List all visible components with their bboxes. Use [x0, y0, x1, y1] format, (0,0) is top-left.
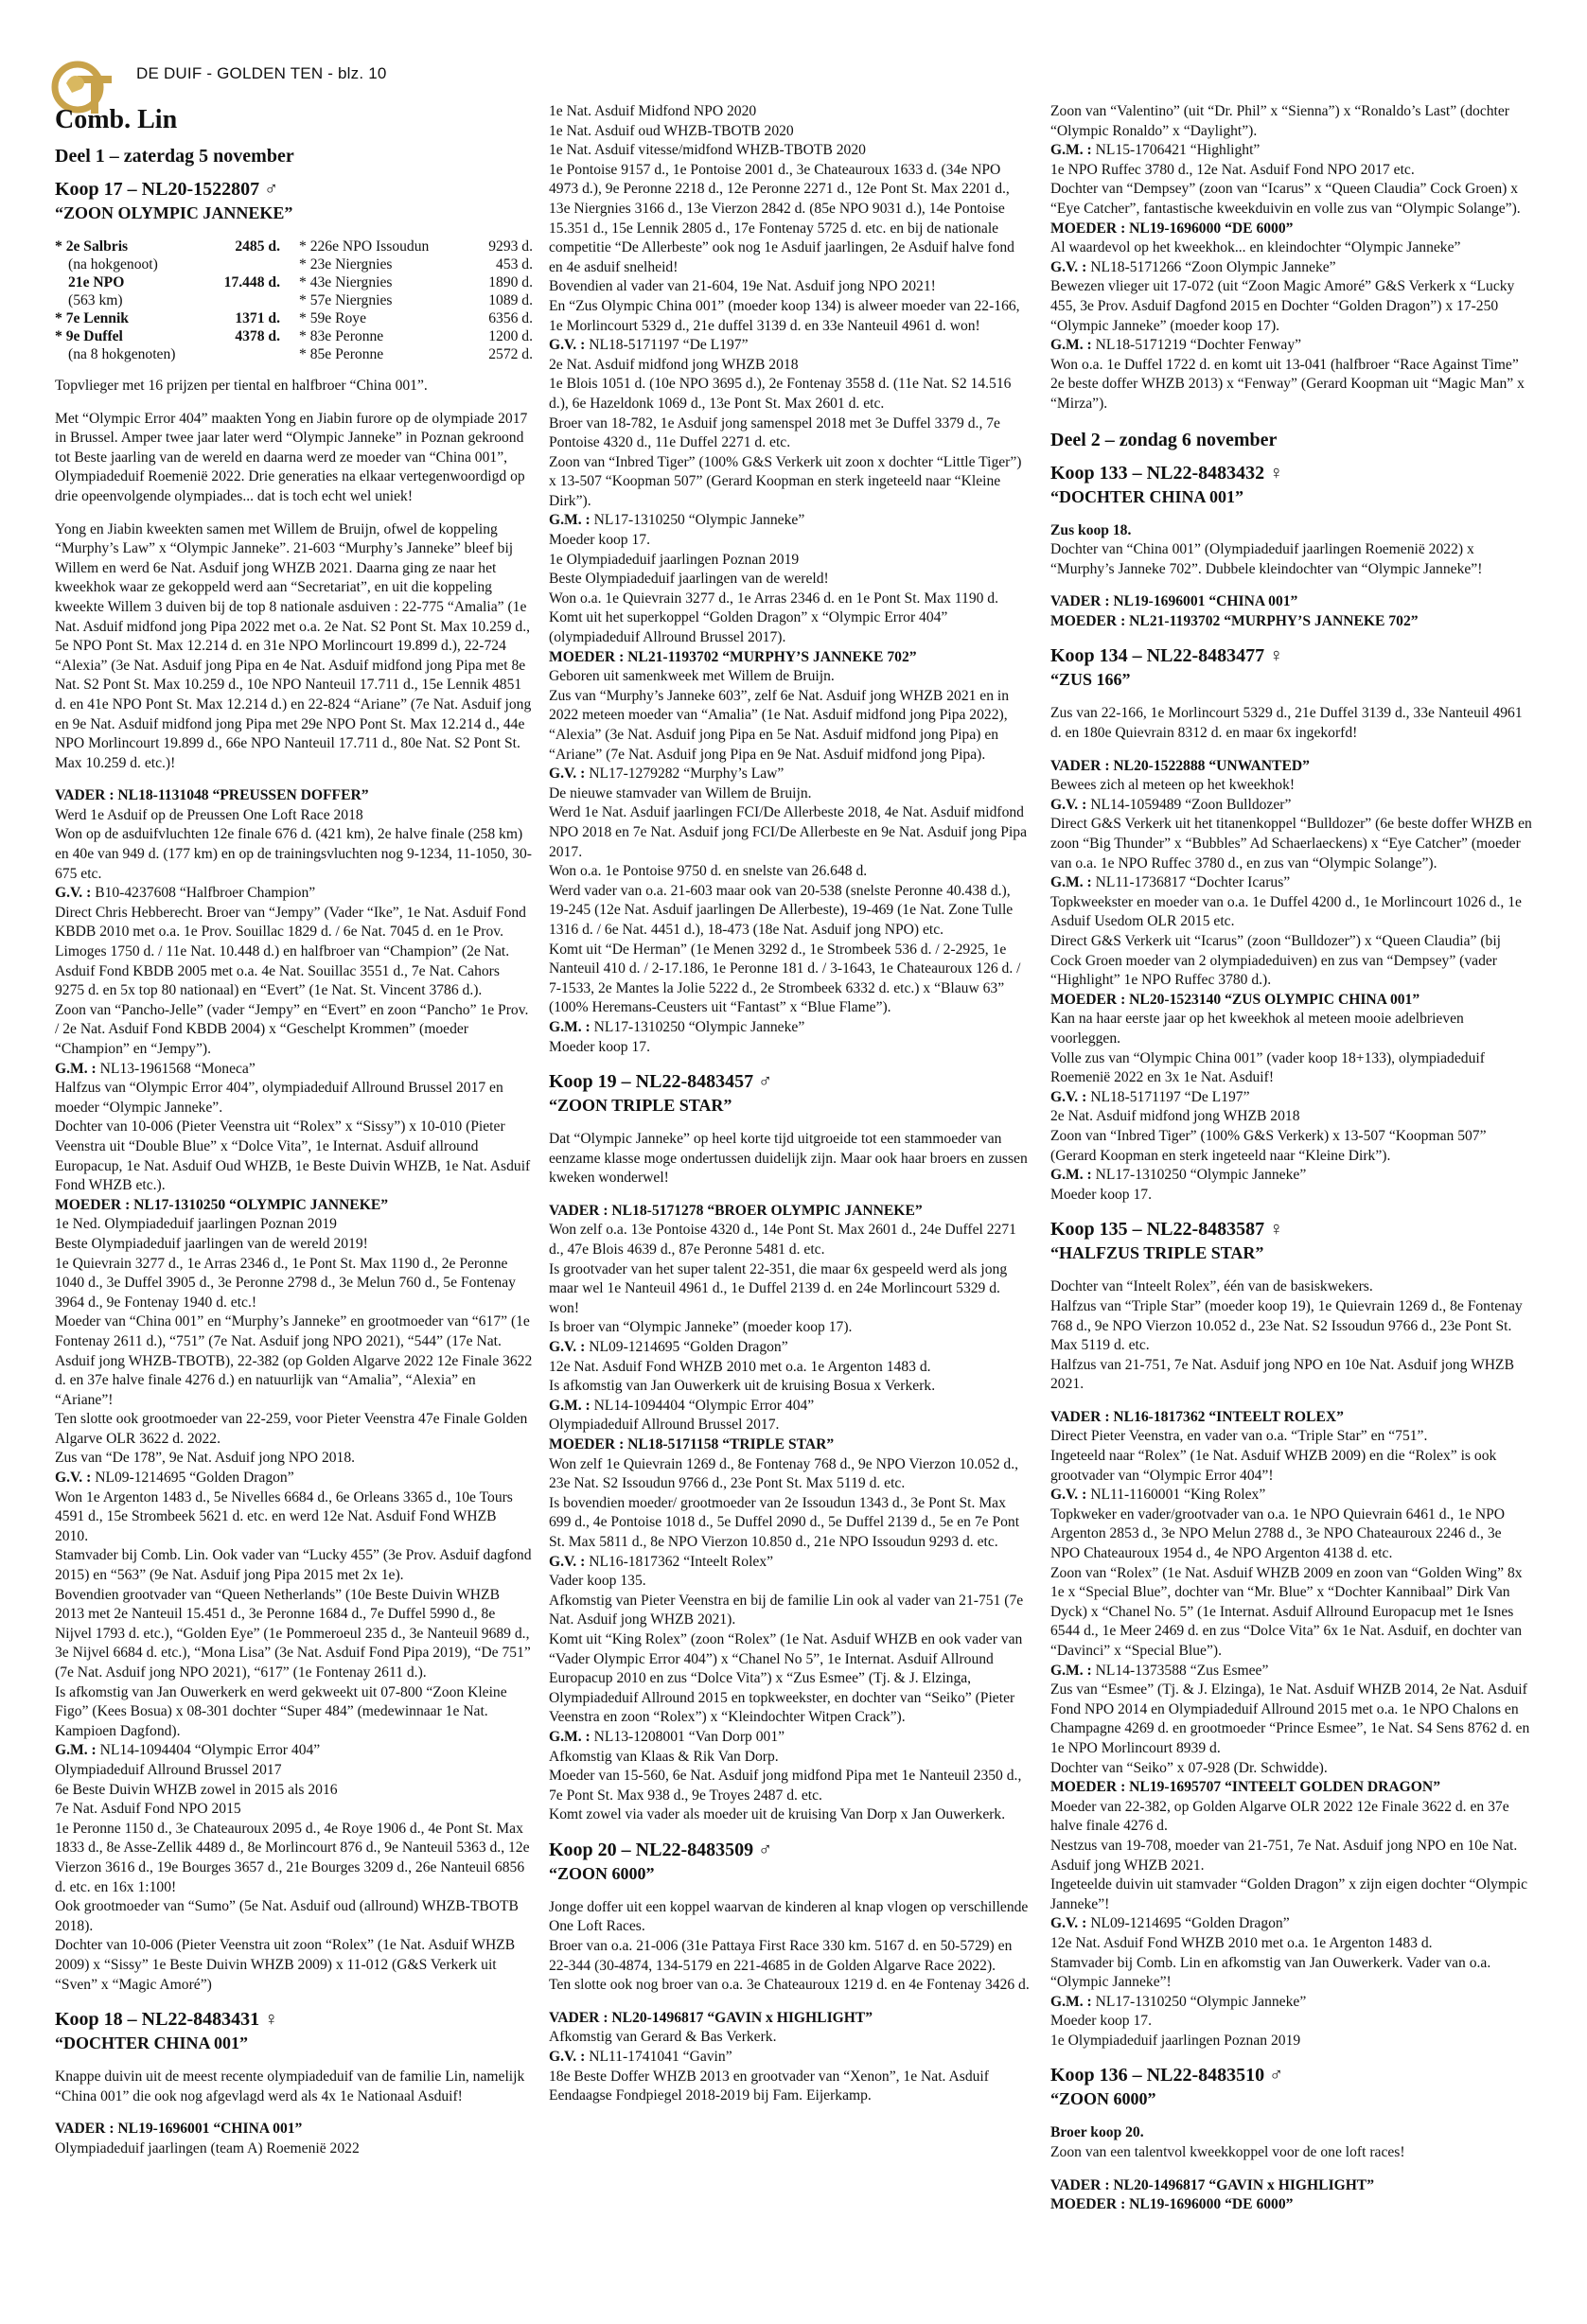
result-label: * 57e Niergnies [299, 292, 393, 308]
paragraph: Broer koop 20. [1050, 2124, 1144, 2141]
grandsire-label: G.V. : [55, 1470, 92, 1487]
lot-subtitle: “ZOON OLYMPIC JANNEKE” [55, 203, 293, 222]
granddam-name: NL18-5171219 “Dochter Fenway” [1095, 337, 1302, 354]
result-value: 1089 d. [488, 292, 533, 308]
paragraph: Knappe duivin uit de meest recente olympiadeduif van de familie Lin, namelijk “China 001” die ook nog afgevlagd werd als 4x 1e Nationaal Asduif! [55, 2069, 525, 2104]
column-1 [55, 104, 533, 2158]
page-title: Comb. Lin [55, 105, 178, 134]
result-label: (na hokgenoot) [68, 256, 158, 273]
result-label: * 226e NPO Issoudun [299, 238, 430, 255]
paragraph: Topvlieger met 16 prijzen per tiental en halfbroer “China 001”. [55, 378, 428, 394]
granddam-label: G.M. : [549, 1018, 591, 1035]
granddam-label: G.M. : [1050, 1993, 1092, 2010]
lot-heading: Koop 20 – NL22-8483509 ♂ [549, 1839, 773, 1860]
paragraph: Geboren uit samenkweek met Willem de Bruijn. Zus van “Murphy’s Janneke 603”, zelf 6e Nat. Asduif jong WHZB 2021 en in 2022 meteen moeder van “Amalia” (1e Nat. Asduif midfond jong Pipa 2022), “Alexia” (3e Nat. Asduif jong Pipa en 5e Nat. Asduif midfond jong Pipa) en “Ariane” (7e Nat. Asduif jong Pipa en 9e Nat. Asduif midfond jong Pipa). [549, 668, 1010, 763]
paragraph: Zus van 22-166, 1e Morlincourt 5329 d., 21e Duffel 3139 d., 33e Nanteuil 4961 d. en 180e Quievrain 8312 d. en maar 6x ingekorfd! [1050, 705, 1523, 742]
paragraph: Olympiadeduif jaarlingen (team A) Roemenië 2022 [55, 2139, 360, 2157]
result-value: 1200 d. [488, 328, 533, 344]
paragraph: Dat “Olympic Janneke” op heel korte tijd uitgroeide tot een stammoeder van eenzame klasse moge ondertussen duidelijk zijn. Maar ook haar broers en zussen kweken wonderwel! [549, 1131, 1028, 1187]
grandsire-name: NL09-1214695 “Golden Dragon” [1090, 1915, 1290, 1932]
paragraph: Zoon van een talentvol kweekkoppel voor de one loft races! [1050, 2144, 1405, 2161]
result-value: 6356 d. [488, 310, 533, 326]
results-table [55, 238, 533, 363]
granddam-label: G.M. : [1050, 337, 1092, 354]
section-heading: Deel 1 – zaterdag 5 november [55, 146, 294, 167]
grandsire-name: NL11-1160001 “King Rolex” [1090, 1487, 1266, 1504]
granddam-name: NL15-1706421 “Highlight” [1095, 142, 1261, 159]
lot-heading: Koop 19 – NL22-8483457 ♂ [549, 1071, 773, 1093]
lot-heading: Koop 135 – NL22-8483587 ♀ [1050, 1219, 1284, 1241]
granddam-label: G.M. : [1050, 1167, 1092, 1184]
grandsire-label: G.V. : [549, 337, 586, 354]
dam-heading: MOEDER : NL20-1523140 “ZUS OLYMPIC CHINA 001” [1050, 991, 1420, 1008]
dam-heading: MOEDER : NL17-1310250 “OLYMPIC JANNEKE” [55, 1196, 389, 1213]
granddam-name: NL17-1310250 “Olympic Janneke” [1095, 1993, 1307, 2010]
result-label: * 23e Niergnies [299, 256, 393, 273]
grandsire-label: G.V. : [549, 1339, 586, 1356]
lot-subtitle: “HALFZUS TRIPLE STAR” [1050, 1243, 1264, 1263]
paragraph: Moeder koop 17. [549, 1038, 650, 1055]
paragraph: Olympiadeduif Allround Brussel 2017 6e Beste Duivin WHZB zowel in 2015 als 2016 7e Nat. Asduif Fond NPO 2015 1e Peronne 1150 d., 3e Chateauroux 2095 d., 4e Roye 1906 d., 4e Pont St. Max 1833 d., 8e Asse-Zellik 4489 d., 8e Morlincourt 876 d., 9e Nanteuil 5363 d., 12e Vierzon 3616 d., 19e Bourges 3657 d., 21e Bourges 3209 d., 26e Nanteuil 6856 d. etc. en 16x 1:100! Ook grootmoeder van “Sumo” (5e Nat. Asduif oud (allround) WHZB-TBOTB 2018). Dochter van 10-006 (Pieter Veenstra uit zoon “Rolex” (1e Nat. Asduif WHZB 2009) x “Sissy” 1e Beste Duivin WHZB 2009) x 11-012 (G&S Verkerk uit “Sven” x “Magic Amoré”) [55, 1761, 530, 1993]
lot-subtitle: “DOCHTER CHINA 001” [1050, 486, 1244, 506]
lot-heading: Koop 136 – NL22-8483510 ♂ [1050, 2065, 1284, 2086]
sire-heading: VADER : NL18-1131048 “PREUSSEN DOFFER” [55, 787, 369, 804]
paragraph: Bewezen vlieger uit 17-072 (uit “Zoon Magic Amoré” G&S Verkerk x “Lucky 455, 3e Prov. Asduif Dagfond 2015 en Dochter “Golden Dragon”) x 17-250 “Olympic Janneke” (moeder koop 17). [1050, 278, 1515, 334]
paragraph: 1e Nat. Asduif Midfond NPO 2020 1e Nat. Asduif oud WHZB-TBOTB 2020 1e Nat. Asduif vitesse/midfond WHZB-TBOTB 2020 1e Pontoise 9157 d., 1e Pontoise 2001 d., 3e Chateauroux 1633 d. (34e NPO 4973 d.), 9e Peronne 2218 d., 12e Peronne 2271 d., 12e Pont St. Max 2201 d., 13e Niergnies 3166 d., 13e Vierzon 2842 d. (85e NPO 9031 d.), 14e Pontoise 15.351 d., 15e Lennik 2805 d., 17e Fontenay 5725 d. etc. en bij de nationale competitie “De Allerbeste” ook nog 1e Asduif jaarlingen, 2e Asduif halve fond en 4e asduif snelheid! Bovendien al vader van 21-604, 19e Nat. Asduif jong NPO 2021! En “Zus Olympic China 001” (moeder koop 134) is alweer moeder van 22-166, 1e Morlincourt 5329 d., 21e duffel 3139 d. en 33e Nanteuil 4961 d. won! [549, 103, 1020, 334]
paragraph: Moeder koop 17. 1e Olympiadeduif jaarlingen Poznan 2019 Beste Olympiadeduif jaarlingen van de wereld! Won o.a. 1e Quievrain 3277 d., 1e Arras 2346 d. en 1e Pont St. Max 1190 d. Komt uit het superkoppel “Golden Dragon” x “Olympic Error 404” (olympiadeduif Allround Brussel 2017). [549, 532, 999, 646]
granddam-label: G.M. : [549, 512, 591, 529]
paragraph: Dochter van “Inteelt Rolex”, één van de basiskwekers. Halfzus van “Triple Star” (moeder koop 19), 1e Quievrain 1269 d., 8e Fontenay 768 d., 9e NPO Vierzon 10.052 d., 23e Nat. S2 Issoudun 9766 d., 23e Pont St. Max 5119 d. etc. Halfzus van 21-751, 7e Nat. Asduif jong NPO en 10e Nat. Asduif jong WHZB 2021. [1050, 1278, 1523, 1393]
dam-heading: MOEDER : NL19-1695707 “INTEELT GOLDEN DRAGON” [1050, 1779, 1440, 1796]
grandsire-name: NL18-5171197 “De L197” [1090, 1088, 1250, 1105]
granddam-label: G.M. : [1050, 1662, 1092, 1679]
results-row [55, 273, 533, 291]
sire-heading: VADER : NL20-1496817 “GAVIN x HIGHLIGHT” [549, 2009, 873, 2026]
paragraph: Moeder van 22-382, op Golden Algarve OLR 2022 12e Finale 3622 d. en 37e halve finale 4276 d. Nestzus van 19-708, moeder van 21-751, 7e Nat. Asduif jong NPO en 10e Nat. Asduif jong WHZB 2021. Ingeteelde duivin uit stamvader “Golden Dragon” x zijn eigen dochter “Olympic Janneke”! [1050, 1798, 1528, 1912]
result-label: * 59e Roye [299, 310, 367, 326]
paragraph: Won 1e Argenton 1483 d., 5e Nivelles 6684 d., 6e Orleans 3365 d., 10e Tours 4591 d., 15e Strombeek 5621 d. etc. en werd 12e Nat. Asduif Fond WHZB 2010. Stamvader bij Comb. Lin. Ook vader van “Lucky 455” (3e Prov. Asduif dagfond 2015) en “563” (9e Nat. Asduif jong Pipa 2015 met 2x 1e). Bovendien grootvader van “Queen Netherlands” (10e Beste Duivin WHZB 2013 met 2e Nanteuil 15.451 d., 3e Peronne 1684 d., 7e Duffel 5990 d., 8e Nijvel 1793 d. etc.), “Golden Eye” (1e Pommeroeul 235 d., 3e Nanteuil 9689 d., 3e Nijvel 6684 d. etc.), “Mona Lisa” (3e Nat. Asduif Fond Pipa 2019), “De 751” (7e Nat. Asduif jong NPO 2021), “617” (1e Fontenay 2611 d.). Is afkomstig van Jan Ouwerkerk en werd gekweekt uit 07-800 “Zoon Kleine Figo” (Kees Bosua) x 08-301 dochter “Super 484” (medewinnaar 1e Nat. Kampioen Dagfond). [55, 1488, 532, 1739]
result-value: 4378 d. [235, 328, 280, 344]
paragraph: Moeder koop 17. 1e Olympiadeduif jaarlingen Poznan 2019 [1050, 2013, 1301, 2049]
grandsire-name: NL11-1741041 “Gavin” [589, 2049, 732, 2066]
paragraph: Vader koop 135. Afkomstig van Pieter Veenstra en bij de familie Lin ook al vader van 21-751 (7e Nat. Asduif jong WHZB 2021). Komt uit “King Rolex” (zoon “Rolex” (1e Nat. Asduif WHZB en ook vader van “Vader Olympic Error 404”) x “Chanel No 5”, 1e Internat. Asduif Allround Europacup 2010 en zus “Dolce Vita”) x “Zus Esmee” (Tj. & J. Elzinga, Olympiadeduif Allround 2015 en topkweekster, en dochter van “Seiko” (Pieter Veenstra en zoon “Rolex”) x “Kleindochter Witpen Crack”). [549, 1573, 1024, 1726]
grandsire-name: NL18-5171266 “Zoon Olympic Janneke” [1090, 258, 1336, 275]
result-label: (563 km) [68, 292, 123, 308]
granddam-name: NL14-1094404 “Olympic Error 404” [99, 1742, 321, 1759]
paragraph: Direct Chris Hebberecht. Broer van “Jempy” (Vader “Ike”, 1e Nat. Asduif Fond KBDB 2010 met o.a. 1e Prov. Souillac 1829 d. / 6e Nat. 7045 d. en 1e Prov. Limoges 1750 d. / 11e Nat. 10.448 d.) en halfbroer van “Champion” (2e Nat. Asduif Fond KBDB 2005 met o.a. 4e Nat. Souillac 3551 d., 7e Nat. Cahors 9275 d. en 5x top 80 nationaal) en “Evert” (1e Nat. St. Vincent 3786 d.). Zoon van “Pancho-Jelle” (vader “Jempy” en “Evert” en zoon “Pancho” 1e Prov. / 2e Nat. Asduif Fond KBDB 2004) x “Geschelpt Krommen” (moeder “Champion” en “Jempy”). [55, 904, 529, 1057]
paragraph: Won zelf o.a. 13e Pontoise 4320 d., 14e Pont St. Max 2601 d., 24e Duffel 2271 d., 47e Blois 4639 d., 87e Peronne 5481 d. etc. Is grootvader van het super talent 22-351, die maar 6x gespeeld werd als jong maar wel 1e Nanteuil 4961 d., 1e Duffel 2139 d. en 24e Morlincourt 5329 d. won! Is broer van “Olympic Janneke” (moeder koop 17). [549, 1222, 1016, 1336]
sire-heading: VADER : NL19-1696001 “CHINA 001” [55, 2121, 303, 2138]
grandsire-label: G.V. : [1050, 1088, 1087, 1105]
results-row [55, 255, 533, 273]
paragraph: Kan na haar eerste jaar op het kweekhok al meteen mooie adelbrieven voorleggen. Volle zus van “Olympic China 001” (vader koop 18+133), olympiadeduif Roemenië 2022 en 3x 1e Nat. Asduif! [1050, 1011, 1485, 1086]
lot-heading: Koop 18 – NL22-8483431 ♀ [55, 2009, 279, 2031]
paragraph: Topkweker en vader/grootvader van o.a. 1e NPO Quievrain 6461 d., 1e NPO Argenton 2853 d., 3e NPO Melun 2788 d., 3e NPO Chateauroux 2246 d., 3e NPO Chateauroux 1954 d., 4e NPO Argenton 4138 d. etc. Zoon van “Rolex” (1e Nat. Asduif WHZB 2009 en zoon van “Golden Wing” 8x 1e x “Special Blue”, dochter van “Mr. Blue” x “Dochter Kannibaal” Dirk Van Dyck) x “Chanel No. 5” (1e Internat. Asduif Allround Europacup met 1e Isnes 6544 d., 1e Meer 2469 d. en zus “Dolce Vita” 6x 1e Nat. Asduif, en dochter van “Davinci” x “Special Blue”). [1050, 1505, 1523, 1659]
result-value: 2572 d. [488, 346, 533, 362]
granddam-name: NL17-1310250 “Olympic Janneke” [1095, 1167, 1307, 1184]
granddam-label: G.M. : [55, 1742, 97, 1759]
paragraph: Al waardevol op het kweekhok... en kleindochter “Olympic Janneke” [1050, 239, 1461, 256]
lot-subtitle: “DOCHTER CHINA 001” [55, 2034, 249, 2053]
result-label: * 7e Lennik [55, 310, 129, 326]
paragraph: Olympiadeduif Allround Brussel 2017. [549, 1417, 780, 1434]
result-label: * 85e Peronne [299, 346, 384, 362]
paragraph: Dochter van “China 001” (Olympiadeduif jaarlingen Roemenië 2022) x “Murphy’s Janneke 702”. Dubbele kleindochter van “Olympic Janneke”! [1050, 541, 1483, 577]
lot-subtitle: “ZOON 6000” [1050, 2089, 1156, 2109]
dam-heading: MOEDER : NL21-1193702 “MURPHY’S JANNEKE 702” [549, 648, 917, 665]
result-label: * 2e Salbris [55, 238, 129, 255]
granddam-label: G.M. : [549, 1397, 591, 1414]
results-row [55, 291, 533, 309]
paragraph: Yong en Jiabin kweekten samen met Willem de Bruijn, ofwel de koppeling “Murphy’s Law” x “Olympic Janneke”. 21-603 “Murphy’s Janneke” bleef bij Willem en werd 6e Nat. Asduif jong WHZB 2021. Daarna ging ze naar het kweekhok waar ze gekoppeld werd aan “Secretariat”, en uit die koppeling kweekte Willem 3 duiven bij de top 8 nationale asduiven : 22-775 “Amalia” (1e Nat. Asduif midfond jong Pipa 2022 met o.a. 2e Nat. S2 Pont St. Max 10.259 d., 5e NPO Pont St. Max 12.214 d. en 31e NPO Morlincourt 19.899 d.), 22-724 “Alexia” (3e Nat. Asduif jong Pipa en 4e Nat. Asduif midfond jong Pipa met 8e Nat. S2 Pont St. Max 10.259 d., 10e NPO Nanteuil 17.711 d., 15e Lennik 4851 d. en 41e NPO Pont St. Max 12.214 d.) en 22-824 “Ariane” (7e Nat. Asduif jong en 9e Nat. Asduif midfond jong Pipa met 29e NPO Pont St. Max 12.214 d., 44e NPO Morlincourt 19.899 d., 66e NPO Nanteuil 17.711 d., 80e Nat. S2 Pont St. Max 10.259 d. etc.)! [55, 520, 532, 771]
paragraph: Moeder koop 17. [1050, 1186, 1152, 1203]
granddam-name: NL11-1736817 “Dochter Icarus” [1095, 874, 1291, 891]
grandsire-label: G.V. : [549, 2049, 586, 2066]
lot-heading: Koop 134 – NL22-8483477 ♀ [1050, 645, 1284, 667]
sire-heading: VADER : NL20-1496817 “GAVIN x HIGHLIGHT” [1050, 2176, 1375, 2193]
result-label: (na 8 hokgenoten) [68, 346, 176, 362]
grandsire-name: NL09-1214695 “Golden Dragon” [95, 1470, 294, 1487]
sire-heading: VADER : NL18-5171278 “BROER OLYMPIC JANNEKE” [549, 1202, 923, 1219]
result-label: * 83e Peronne [299, 328, 384, 344]
granddam-label: G.M. : [549, 1728, 591, 1745]
granddam-label: G.M. : [1050, 874, 1092, 891]
paragraph: 2e Nat. Asduif midfond jong WHZB 2018 Zoon van “Inbred Tiger” (100% G&S Verkerk) x 13-507 “Koopman 507” (Gerard Koopman en sterk ingeteeld naar “Kleine Dirk”). [1050, 1108, 1487, 1164]
grandsire-name: NL14-1059489 “Zoon Bulldozer” [1090, 796, 1292, 813]
granddam-label: G.M. : [55, 1060, 97, 1077]
paragraph: De nieuwe stamvader van Willem de Bruijn. Werd 1e Nat. Asduif jaarlingen FCI/De Allerbeste 2018, 4e Nat. Asduif midfond NPO 2018 en 7e Nat. Asduif jong FCI/De Allerbeste en 9e Nat. Asduif jong Pipa 2017. Won o.a. 1e Pontoise 9750 d. en snelste van 26.648 d. Werd vader van o.a. 21-603 maar ook van 20-538 (snelste Peronne 40.438 d.), 19-245 (12e Nat. Asduif jaarlingen De Allerbeste), 19-469 (1e Nat. Zone Tulle 1316 d. / 6e Nat. 4451 d.), 18-473 (18e Nat. Asduif jong NPO) etc. Komt uit “De Herman” (1e Menen 3292 d., 1e Strombeek 536 d. / 2-2925, 1e Nanteuil 410 d. / 2-17.186, 1e Peronne 181 d. / 3-1643, 1e Chateauroux 126 d. / 7-1533, 2e Mantes la Jolie 5222 d., 2e Strombeek 6332 d. etc.) x “Blauw 63” (100% Heremans-Ceusters uit “Fantast” x “Blue Flame”). [549, 784, 1028, 1016]
result-value: 17.448 d. [223, 274, 280, 290]
grandsire-name: NL09-1214695 “Golden Dragon” [589, 1339, 788, 1356]
paragraph: Zoon van “Valentino” (uit “Dr. Phil” x “Sienna”) x “Ronaldo’s Last” (dochter “Olympic Ronaldo” x “Daylight”). [1050, 103, 1509, 139]
lot-heading: Koop 17 – NL20-1522807 ♂ [55, 179, 279, 200]
paragraph: Direct G&S Verkerk uit het titanenkoppel “Bulldozer” (6e beste doffer WHZB en zoon “Big Thunder” x “Bubbles” Ad Schaerlaeckens) x “Eye Catcher” (moeder van o.a. 1e NPO Ruffec 3780 d., en zus van “Olympic Solange”). [1050, 816, 1532, 872]
granddam-name: NL14-1373588 “Zus Esmee” [1095, 1662, 1269, 1679]
sire-heading: VADER : NL16-1817362 “INTEELT ROLEX” [1050, 1408, 1344, 1425]
paragraph: 1e Ned. Olympiadeduif jaarlingen Poznan 2019 Beste Olympiadeduif jaarlingen van de wereld 2019! 1e Quievrain 3277 d., 1e Arras 2346 d., 1e Pont St. Max 1190 d., 2e Peronne 1040 d., 3e Duffel 3905 d., 3e Peronne 2798 d., 3e Melun 760 d., 5e Fontenay 3964 d., 9e Fontenay 1940 d. etc.! Moeder van “China 001” en “Murphy’s Janneke” en grootmoeder van “617” (1e Fontenay 2611 d.), “751” (7e Nat. Asduif jong NPO 2021), “544” (17e Nat. Asduif jong WHZB-TBOTB), 22-382 (op Golden Algarve 2022 12e Finale 3622 d. en 37e halve finale 4276 d.) en natuurlijk van “Amalia”, “Alexia” en “Ariane”! Ten slotte ook grootmoeder van 22-259, voor Pieter Veenstra 47e Finale Golden Algarve OLR 3622 d. 2022. Zus van “De 178”, 9e Nat. Asduif jong NPO 2018. [55, 1216, 533, 1467]
grandsire-label: G.V. : [1050, 796, 1087, 813]
grandsire-label: G.V. : [55, 885, 92, 902]
paragraph: Won zelf 1e Quievrain 1269 d., 8e Fontenay 768 d., 9e NPO Vierzon 10.052 d., 23e Nat. S2 Issoudun 9766 d., 23e Pont St. Max 5119 d. etc. Is bovendien moeder/ grootmoeder van 2e Issoudun 1343 d., 3e Pont St. Max 699 d., 4e Pontoise 1018 d., 5e Duffel 2090 d., 5e Duffel 2139 d., 5e en 7e Pont St. Max 5811 d., 8e NPO Vierzon 10.850 d., 21e NPO Issoudun 9293 d. etc. [549, 1455, 1020, 1550]
results-row [55, 327, 533, 345]
grandsire-name: NL17-1279282 “Murphy’s Law” [589, 766, 785, 783]
result-value: 9293 d. [488, 238, 533, 255]
result-value: 453 d. [496, 256, 533, 273]
paragraph: 1e NPO Ruffec 3780 d., 12e Nat. Asduif Fond NPO 2017 etc. Dochter van “Dempsey” (zoon van “Icarus” x “Queen Claudia” Cock Groen) x “Eye Catcher”, fantastische kweekduivin en volle zus van “Olympic Solange”). [1050, 161, 1521, 217]
lot-subtitle: “ZOON 6000” [549, 1863, 655, 1883]
sire-heading: VADER : NL19-1696001 “CHINA 001” [1050, 593, 1298, 610]
paragraph: Zus koop 18. [1050, 521, 1132, 538]
paragraph: Jonge doffer uit een koppel waarvan de kinderen al knap vlogen op verschillende One Loft Races. Broer van o.a. 21-006 (31e Pattaya First Race 330 km. 5167 d. en 50-5729) en 22-344 (30-4874, 134-5179 en 221-4685 in de Golden Algarve Race 2022). Ten slotte ook nog broer van o.a. 3e Chateauroux 1219 d. en 4e Fontenay 3426 d. [549, 1898, 1030, 1994]
dam-heading: MOEDER : NL18-5171158 “TRIPLE STAR” [549, 1436, 835, 1452]
result-label: 21e NPO [68, 274, 125, 290]
section-heading: Deel 2 – zondag 6 november [1050, 429, 1278, 450]
granddam-name: NL13-1961568 “Moneca” [99, 1060, 256, 1077]
results-row [55, 309, 533, 327]
results-row [55, 345, 533, 363]
column-2 [549, 102, 1032, 2106]
grandsire-label: G.V. : [549, 766, 586, 783]
dam-heading: MOEDER : NL21-1193702 “MURPHY’S JANNEKE 702” [1050, 612, 1419, 629]
granddam-name: NL17-1310250 “Olympic Janneke” [593, 512, 805, 529]
paragraph: Zus van “Esmee” (Tj. & J. Elzinga), 1e Nat. Asduif WHZB 2014, 2e Nat. Asduif Fond NPO 2014 en Olympiadeduif Allround 2015 met o.a. 1e NPO Chalons en Champagne 4269 d. en grootmoeder “Prince Esmee”, 1e Nat. S4 Sens 8762 d. en 1e NPO Morlincourt 8939 d. Dochter van “Seiko” x 07-928 (Dr. Schwidde). [1050, 1681, 1530, 1776]
lot-subtitle: “ZUS 166” [1050, 670, 1131, 690]
granddam-name: NL17-1310250 “Olympic Janneke” [593, 1018, 805, 1035]
paragraph: 2e Nat. Asduif midfond jong WHZB 2018 1e Blois 1051 d. (10e NPO 3695 d.), 2e Fontenay 3558 d. (11e Nat. S2 14.516 d.), 6e Hazeldonk 1069 d., 13e Pont St. Max 2601 d. etc. Broer van 18-782, 1e Asduif jong samenspel 2018 met 3e Duffel 3379 d., 7e Pontoise 4320 d., 11e Duffel 2271 d. etc. Zoon van “Inbred Tiger” (100% G&S Verkerk uit zoon x dochter “Little Tiger”) x 13-507 “Koopman 507” (Gerard Koopman en sterk ingeteeld naar “Kleine Dirk”). [549, 356, 1022, 509]
dam-heading: MOEDER : NL19-1696000 “DE 6000” [1050, 220, 1294, 237]
result-value: 2485 d. [235, 238, 280, 255]
paragraph: Won o.a. 1e Duffel 1722 d. en komt uit 13-041 (halfbroer “Race Against Time” 2e beste doffer WHZB 2013) x “Fenway” (Gerard Koopman uit “Magic Man” x “Mirza”). [1050, 356, 1525, 412]
granddam-name: NL13-1208001 “Van Dorp 001” [593, 1728, 785, 1745]
paragraph: Afkomstig van Gerard & Bas Verkerk. [549, 2029, 777, 2046]
result-value: 1890 d. [488, 274, 533, 290]
sire-heading: VADER : NL20-1522888 “UNWANTED” [1050, 757, 1310, 774]
paragraph: Bewees zich al meteen op het kweekhok! [1050, 777, 1296, 794]
granddam-label: G.M. : [1050, 142, 1092, 159]
results-row [55, 238, 533, 255]
granddam-name: NL14-1094404 “Olympic Error 404” [593, 1397, 815, 1414]
grandsire-name: NL18-5171197 “De L197” [589, 337, 749, 354]
paragraph: Topkweekster en moeder van o.a. 1e Duffel 4200 d., 1e Morlincourt 1026 d., 1e Asduif Usedom OLR 2015 etc. Direct G&S Verkerk uit “Icarus” (zoon “Bulldozer”) x “Queen Claudia” (bij Cock Groen moeder van 2 olympiadeduiven) en zus van “Dempsey” (vader “Highlight” 1e NPO Ruffec 3780 d.). [1050, 893, 1522, 989]
paragraph: 12e Nat. Asduif Fond WHZB 2010 met o.a. 1e Argenton 1483 d. Is afkomstig van Jan Ouwerkerk uit de kruising Bosua x Verkerk. [549, 1358, 936, 1395]
grandsire-label: G.V. : [1050, 1487, 1087, 1504]
grandsire-label: G.V. : [1050, 1915, 1087, 1932]
result-label: * 9e Duffel [55, 328, 123, 344]
paragraph: Afkomstig van Klaas & Rik Van Dorp. Moeder van 15-560, 6e Nat. Asduif jong midfond Pipa met 1e Nanteuil 2350 d., 7e Pont St. Max 938 d., 9e Troyes 2487 d. etc. Komt zowel via vader als moeder uit de kruising Van Dorp x Jan Ouwerkerk. [549, 1748, 1022, 1823]
grandsire-name: NL16-1817362 “Inteelt Rolex” [589, 1553, 774, 1570]
column-3 [1050, 102, 1533, 2215]
grandsire-label: G.V. : [1050, 258, 1087, 275]
paragraph: Direct Pieter Veenstra, en vader van o.a. “Triple Star” en “751”. Ingeteeld naar “Rolex” (1e Nat. Asduif WHZB 2009) en die “Rolex” is ook grootvader van “Olympic Error 404”! [1050, 1428, 1497, 1484]
paragraph: Halfzus van “Olympic Error 404”, olympiadeduif Allround Brussel 2017 en moeder “Olympic Janneke”. Dochter van 10-006 (Pieter Veenstra uit “Rolex” x “Sissy”) x 10-010 (Pieter Veenstra uit “Double Blue” x “Dolce Vita”, 1e Internat. Asduif allround Europacup, 1e Nat. Asduif Oud WHZB, 1e Beste Duivin WHZB, 1e Nat. Asduif Fond WHZB etc.). [55, 1080, 531, 1194]
grandsire-label: G.V. : [549, 1553, 586, 1570]
paragraph: 12e Nat. Asduif Fond WHZB 2010 met o.a. 1e Argenton 1483 d. Stamvader bij Comb. Lin en afkomstig van Jan Ouwerkerk. Vader van o.a. “Olympic Janneke”! [1050, 1934, 1491, 1991]
paragraph: Werd 1e Asduif op de Preussen One Loft Race 2018 Won op de asduifvluchten 12e finale 676 d. (421 km), 2e halve finale (258 km) en 40e van 949 d. (177 km) en op de trainingsvluchten nog 9-1234, 11-1050, 30-675 etc. [55, 806, 532, 882]
running-title: DE DUIF - GOLDEN TEN - blz. 10 [136, 64, 387, 82]
lot-subtitle: “ZOON TRIPLE STAR” [549, 1096, 732, 1116]
result-label: * 43e Niergnies [299, 274, 393, 290]
grandsire-name: B10-4237608 “Halfbroer Champion” [95, 885, 316, 902]
result-value: 1371 d. [235, 310, 280, 326]
dam-heading: MOEDER : NL19-1696000 “DE 6000” [1050, 2196, 1294, 2213]
lot-heading: Koop 133 – NL22-8483432 ♀ [1050, 462, 1284, 484]
paragraph: 18e Beste Doffer WHZB 2013 en grootvader van “Xenon”, 1e Nat. Asduif Eendaagse Fondpiegel 2018-2019 bij Fam. Eijerkamp. [549, 2068, 989, 2104]
paragraph: Met “Olympic Error 404” maakten Yong en Jiabin furore op de olympiade 2017 in Brussel. Amper twee jaar later werd “Olympic Janneke” in Poznan gekroond tot Beste jaarling van de wereld en daarna werd ze moeder van “China 001”, Olympiadeduif Roemenië 2022. Drie generaties na elkaar vertegenwoordigd op drie opeenvolgende olympiades... dat is toch echt wel uniek! [55, 410, 528, 504]
